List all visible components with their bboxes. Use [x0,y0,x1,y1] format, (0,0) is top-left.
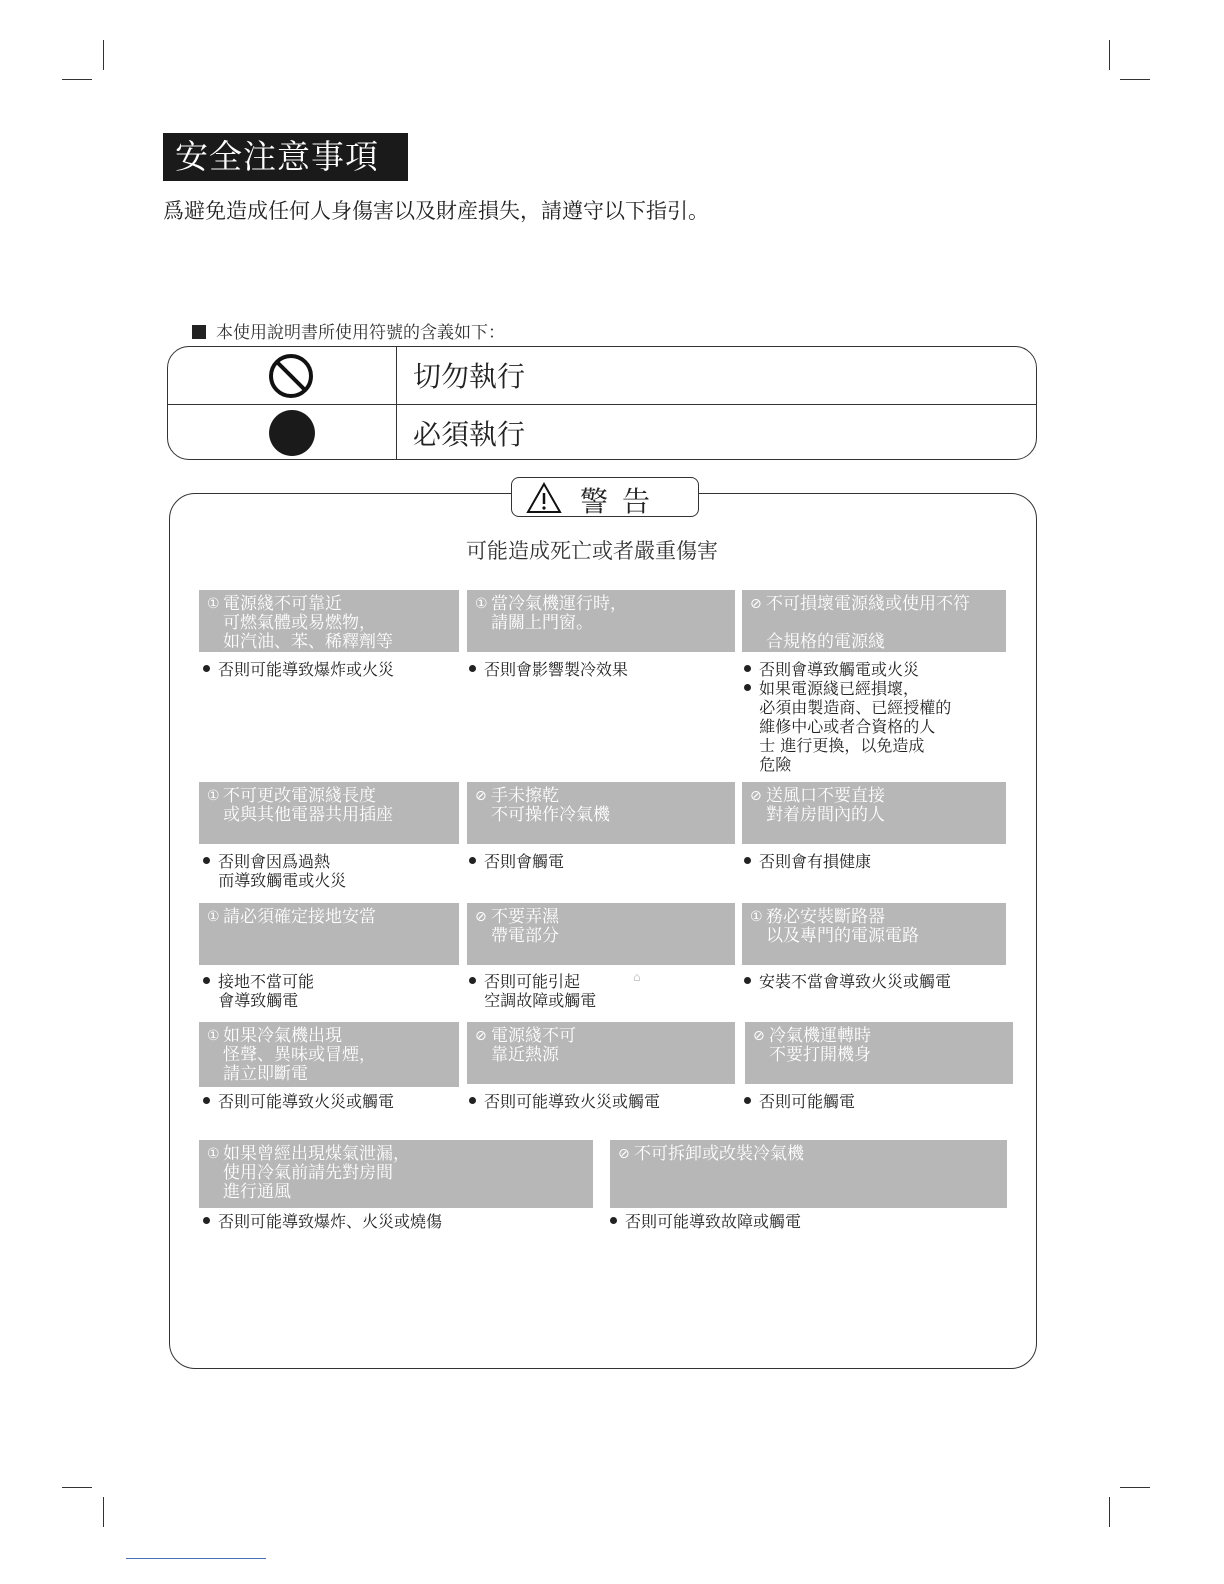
card-text: 對着房間內的人 [766,805,885,825]
card-text: 進行通風 [223,1182,291,1202]
card-text: 帶電部分 [491,926,559,946]
bullet-icon [469,665,476,672]
crop-mark [103,1497,104,1527]
warning-card [742,782,1006,844]
bullet-icon [744,977,751,984]
warning-note [744,660,919,679]
warning-note [469,660,628,679]
card-line [207,787,453,806]
warning-note [203,1212,442,1231]
card-line [207,614,453,633]
prohibition-icon: ⊘ [475,1028,487,1044]
bullet-icon [744,857,751,864]
card-text: 不可操作冷氣機 [491,805,610,825]
warning-note [610,1212,801,1231]
warning-card [467,903,735,965]
card-text: 不可更改電源綫長度 [223,786,376,806]
bullet-icon [744,684,751,691]
note-text: 否則可能導致火災或觸電 [484,1092,661,1111]
card-text: 使用冷氣前請先對房間 [223,1163,393,1183]
warning-note [203,1092,394,1111]
card-line [753,1046,1007,1065]
mandatory-icon: ① [207,1146,220,1162]
warning-card [610,1140,1007,1208]
crop-mark [62,1487,92,1488]
note-text: 否則會有損健康 [759,852,872,871]
intro-text: 爲避免造成任何人身傷害以及財産損失，請遵守以下指引。 [163,199,709,223]
note-text: 否則會因爲過熱 而導致觸電或火災 [218,852,347,890]
card-text: 手未擦乾 [491,786,559,806]
card-line [475,1027,729,1046]
bullet-icon [203,1097,210,1104]
mandatory-icon [268,409,316,457]
card-line [207,1046,453,1065]
prohibition-icon: ⊘ [750,788,762,804]
legend-heading [192,318,505,343]
warning-note [469,972,596,1010]
card-text: 請立即斷電 [223,1064,308,1084]
card-line [207,595,453,614]
mandatory-icon: ① [207,596,220,612]
prohibition-icon: ⊘ [750,596,762,612]
warning-card [467,1022,735,1084]
warning-card [467,590,735,652]
bullet-icon [744,665,751,672]
card-text: 可燃氣體或易燃物， [223,613,376,633]
bullet-icon [203,665,210,672]
crop-mark [103,40,104,70]
crop-mark [1109,1497,1110,1527]
note-text: 否則會影響製冷效果 [484,660,629,679]
card-line [207,806,453,825]
page-title: 安全注意事項 [163,133,408,181]
card-line [750,614,1000,633]
warning-note [203,852,346,890]
card-text: 如果冷氣機出現 [223,1026,342,1046]
crop-mark [1120,79,1150,80]
legend-row-prohibited [168,347,1036,404]
warning-note [469,1092,660,1111]
faint-mark: ⌂ [633,970,641,984]
note-text: 如果電源綫已經損壞， 必須由製造商、已經授權的 維修中心或者合資格的人 士 進行更換，以免造成 危險 [759,679,952,774]
card-line [475,614,729,633]
bullet-icon [469,977,476,984]
warning-card [742,903,1006,965]
note-text: 接地不當可能 會導致觸電 [218,972,315,1010]
warning-note [744,852,871,871]
warning-card [199,903,459,965]
card-line [750,595,1000,614]
warning-triangle-icon [526,482,562,514]
warning-card [199,1022,459,1087]
warning-note [469,852,564,871]
prohibition-icon: ⊘ [618,1146,630,1162]
warning-note [203,660,394,679]
bullet-icon [469,857,476,864]
bottom-rule [126,1558,266,1559]
card-text: 不可損壞電源綫或使用不符 [766,594,970,614]
card-line [207,1145,587,1164]
bullet-icon [203,857,210,864]
card-line [475,595,729,614]
card-line [750,908,1000,927]
card-line [750,787,1000,806]
bullet-icon [203,1217,210,1224]
card-line [753,1027,1007,1046]
card-line [475,927,729,946]
card-line [207,1065,453,1084]
card-text: 如汽油、苯、稀釋劑等 [223,632,393,652]
card-line [475,1046,729,1065]
mandatory-icon: ① [207,788,220,804]
note-text: 否則可能導致火災或觸電 [218,1092,395,1111]
note-text: 否則可能引起 空調故障或觸電 [484,972,597,1010]
card-text: 請關上門窗。 [491,613,593,633]
prohibition-icon: ⊘ [475,788,487,804]
legend-label: 切勿執行 [413,360,526,393]
note-text: 否則可能導致故障或觸電 [625,1212,802,1231]
card-text [766,613,771,633]
card-text: 務必安裝斷路器 [766,907,885,927]
warning-card [745,1022,1013,1084]
warning-card [199,1140,593,1208]
card-text: 送風口不要直接 [766,786,885,806]
note-text: 否則會導致觸電或火災 [759,660,920,679]
warning-note [744,679,951,774]
bullet-icon [744,1097,751,1104]
card-line [475,806,729,825]
warning-card [199,590,459,652]
card-line [750,806,1000,825]
warning-note [744,972,951,991]
card-text: 電源綫不可 [491,1026,576,1046]
card-text: 靠近熱源 [491,1045,559,1065]
crop-mark [62,79,92,80]
card-text: 不要打開機身 [769,1045,871,1065]
legend-heading-text: 本使用說明書所使用符號的含義如下： [216,323,505,343]
prohibition-icon [268,353,314,399]
square-bullet-icon [192,325,206,339]
card-line [207,1183,587,1202]
bullet-icon [610,1217,617,1224]
warning-card [742,590,1006,652]
card-line [750,927,1000,946]
prohibition-icon: ⊘ [475,909,487,925]
warning-subtitle: 可能造成死亡或者嚴重傷害 [466,539,718,563]
note-text: 否則會觸電 [484,852,565,871]
card-text: 合規格的電源綫 [766,632,885,652]
symbol-legend-table [167,346,1037,460]
note-text: 否則可能觸電 [759,1092,856,1111]
card-text: 電源綫不可靠近 [223,594,342,614]
card-line [750,633,1000,652]
note-text: 否則可能導致爆炸或火災 [218,660,395,679]
warning-title: 警告 [580,485,665,518]
card-line [618,1145,1001,1164]
prohibition-icon: ⊘ [753,1028,765,1044]
card-text: 不可拆卸或改裝冷氣機 [634,1144,804,1164]
card-line [475,908,729,927]
warning-title-box [511,477,699,517]
bullet-icon [469,1097,476,1104]
mandatory-icon: ① [475,596,488,612]
card-text: 或與其他電器共用插座 [223,805,393,825]
crop-mark [1120,1487,1150,1488]
crop-mark [1109,40,1110,70]
card-text: 不要弄濕 [491,907,559,927]
card-text: 以及專門的電源電路 [766,926,919,946]
legend-row-mandatory [168,404,1036,462]
card-text: 如果曾經出現煤氣泄漏， [223,1144,410,1164]
card-text: 當冷氣機運行時， [491,594,627,614]
mandatory-icon: ① [750,909,763,925]
note-text: 否則可能導致爆炸、火災或燒傷 [218,1212,443,1231]
bullet-icon [203,977,210,984]
warning-note [203,972,314,1010]
warning-card [199,782,459,844]
card-text: 冷氣機運轉時 [769,1026,871,1046]
mandatory-icon: ① [207,909,220,925]
legend-label: 必須執行 [413,418,526,451]
note-text: 安裝不當會導致火災或觸電 [759,972,952,991]
warning-note [744,1092,855,1111]
card-line [207,908,453,927]
card-text: 怪聲、異味或冒煙， [223,1045,376,1065]
warning-card [467,782,735,844]
card-line [475,787,729,806]
card-line [207,633,453,652]
mandatory-icon: ① [207,1028,220,1044]
card-text: 請必須確定接地安當 [223,907,376,927]
card-line [207,1164,587,1183]
card-line [207,1027,453,1046]
